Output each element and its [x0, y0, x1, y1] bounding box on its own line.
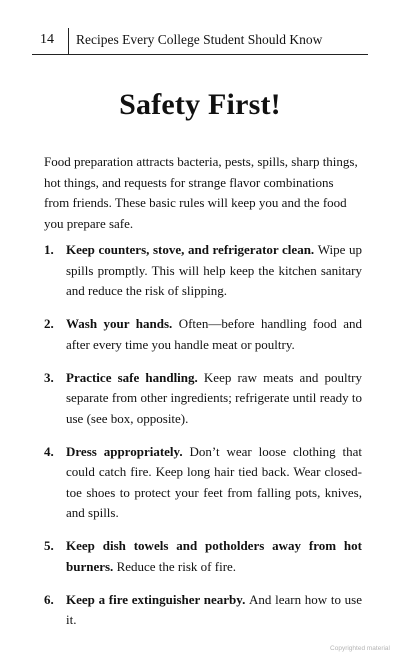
header-divider [68, 28, 69, 54]
page-number: 14 [40, 32, 54, 47]
rule-number: 6. [44, 591, 54, 607]
rule-heading: Practice safe handling. [66, 369, 204, 385]
rule-number: 4. [44, 443, 54, 459]
rule-heading: Keep counters, stove, and refrigerator clean. [66, 242, 318, 257]
rule-text: Wipe up spills promptly. This will help keep the kitchen sanitary and reduce the risk of slipping. [66, 242, 362, 298]
rule-number: 2. [44, 316, 54, 331]
rule-text: Keep raw meats and poultry separate from other ingredients; refrigerate until ready to use (see box, opposite). [66, 369, 363, 426]
running-title: Recipes Every College Student Should Know [76, 32, 323, 47]
rule-item [44, 590, 362, 631]
rule-number: 1. [44, 242, 54, 257]
safety-rules-list [44, 240, 362, 643]
rule-heading: Keep a fire extinguisher nearby. [66, 591, 250, 607]
rule-text: And learn how to use it. [66, 591, 362, 627]
rule-text: Don’t wear loose clothing that could catch fire. Keep long hair tied back. Wear closed-toe shoes to protect your feet from falling pots, knives, and spills. [66, 443, 362, 520]
rule-number: 5. [44, 538, 54, 553]
rule-heading: Keep dish towels and potholders away from hot burners. [66, 538, 362, 574]
running-header [32, 28, 368, 55]
section-title: Safety First! [119, 88, 281, 121]
intro-paragraph: Food preparation attracts bacteria, pests, spills, sharp things, hot things, and requests for strange flavor combinations from friends. These basic rules will keep you and the food you prepare safe. [44, 154, 358, 231]
rule-heading: Dress appropriately. [66, 443, 190, 459]
rule-item [44, 314, 362, 355]
rule-text: Reduce the risk of fire. [116, 558, 237, 574]
rule-text: Often—before handling food and after every time you handle meat or poultry. [66, 316, 362, 352]
rule-item [44, 368, 362, 430]
rule-item [44, 536, 362, 577]
rule-number: 3. [44, 369, 54, 385]
rule-item [44, 442, 362, 524]
rule-heading: Wash your hands. [66, 316, 179, 331]
rule-item [44, 240, 362, 302]
copyright-watermark: Copyrighted material [330, 645, 390, 652]
